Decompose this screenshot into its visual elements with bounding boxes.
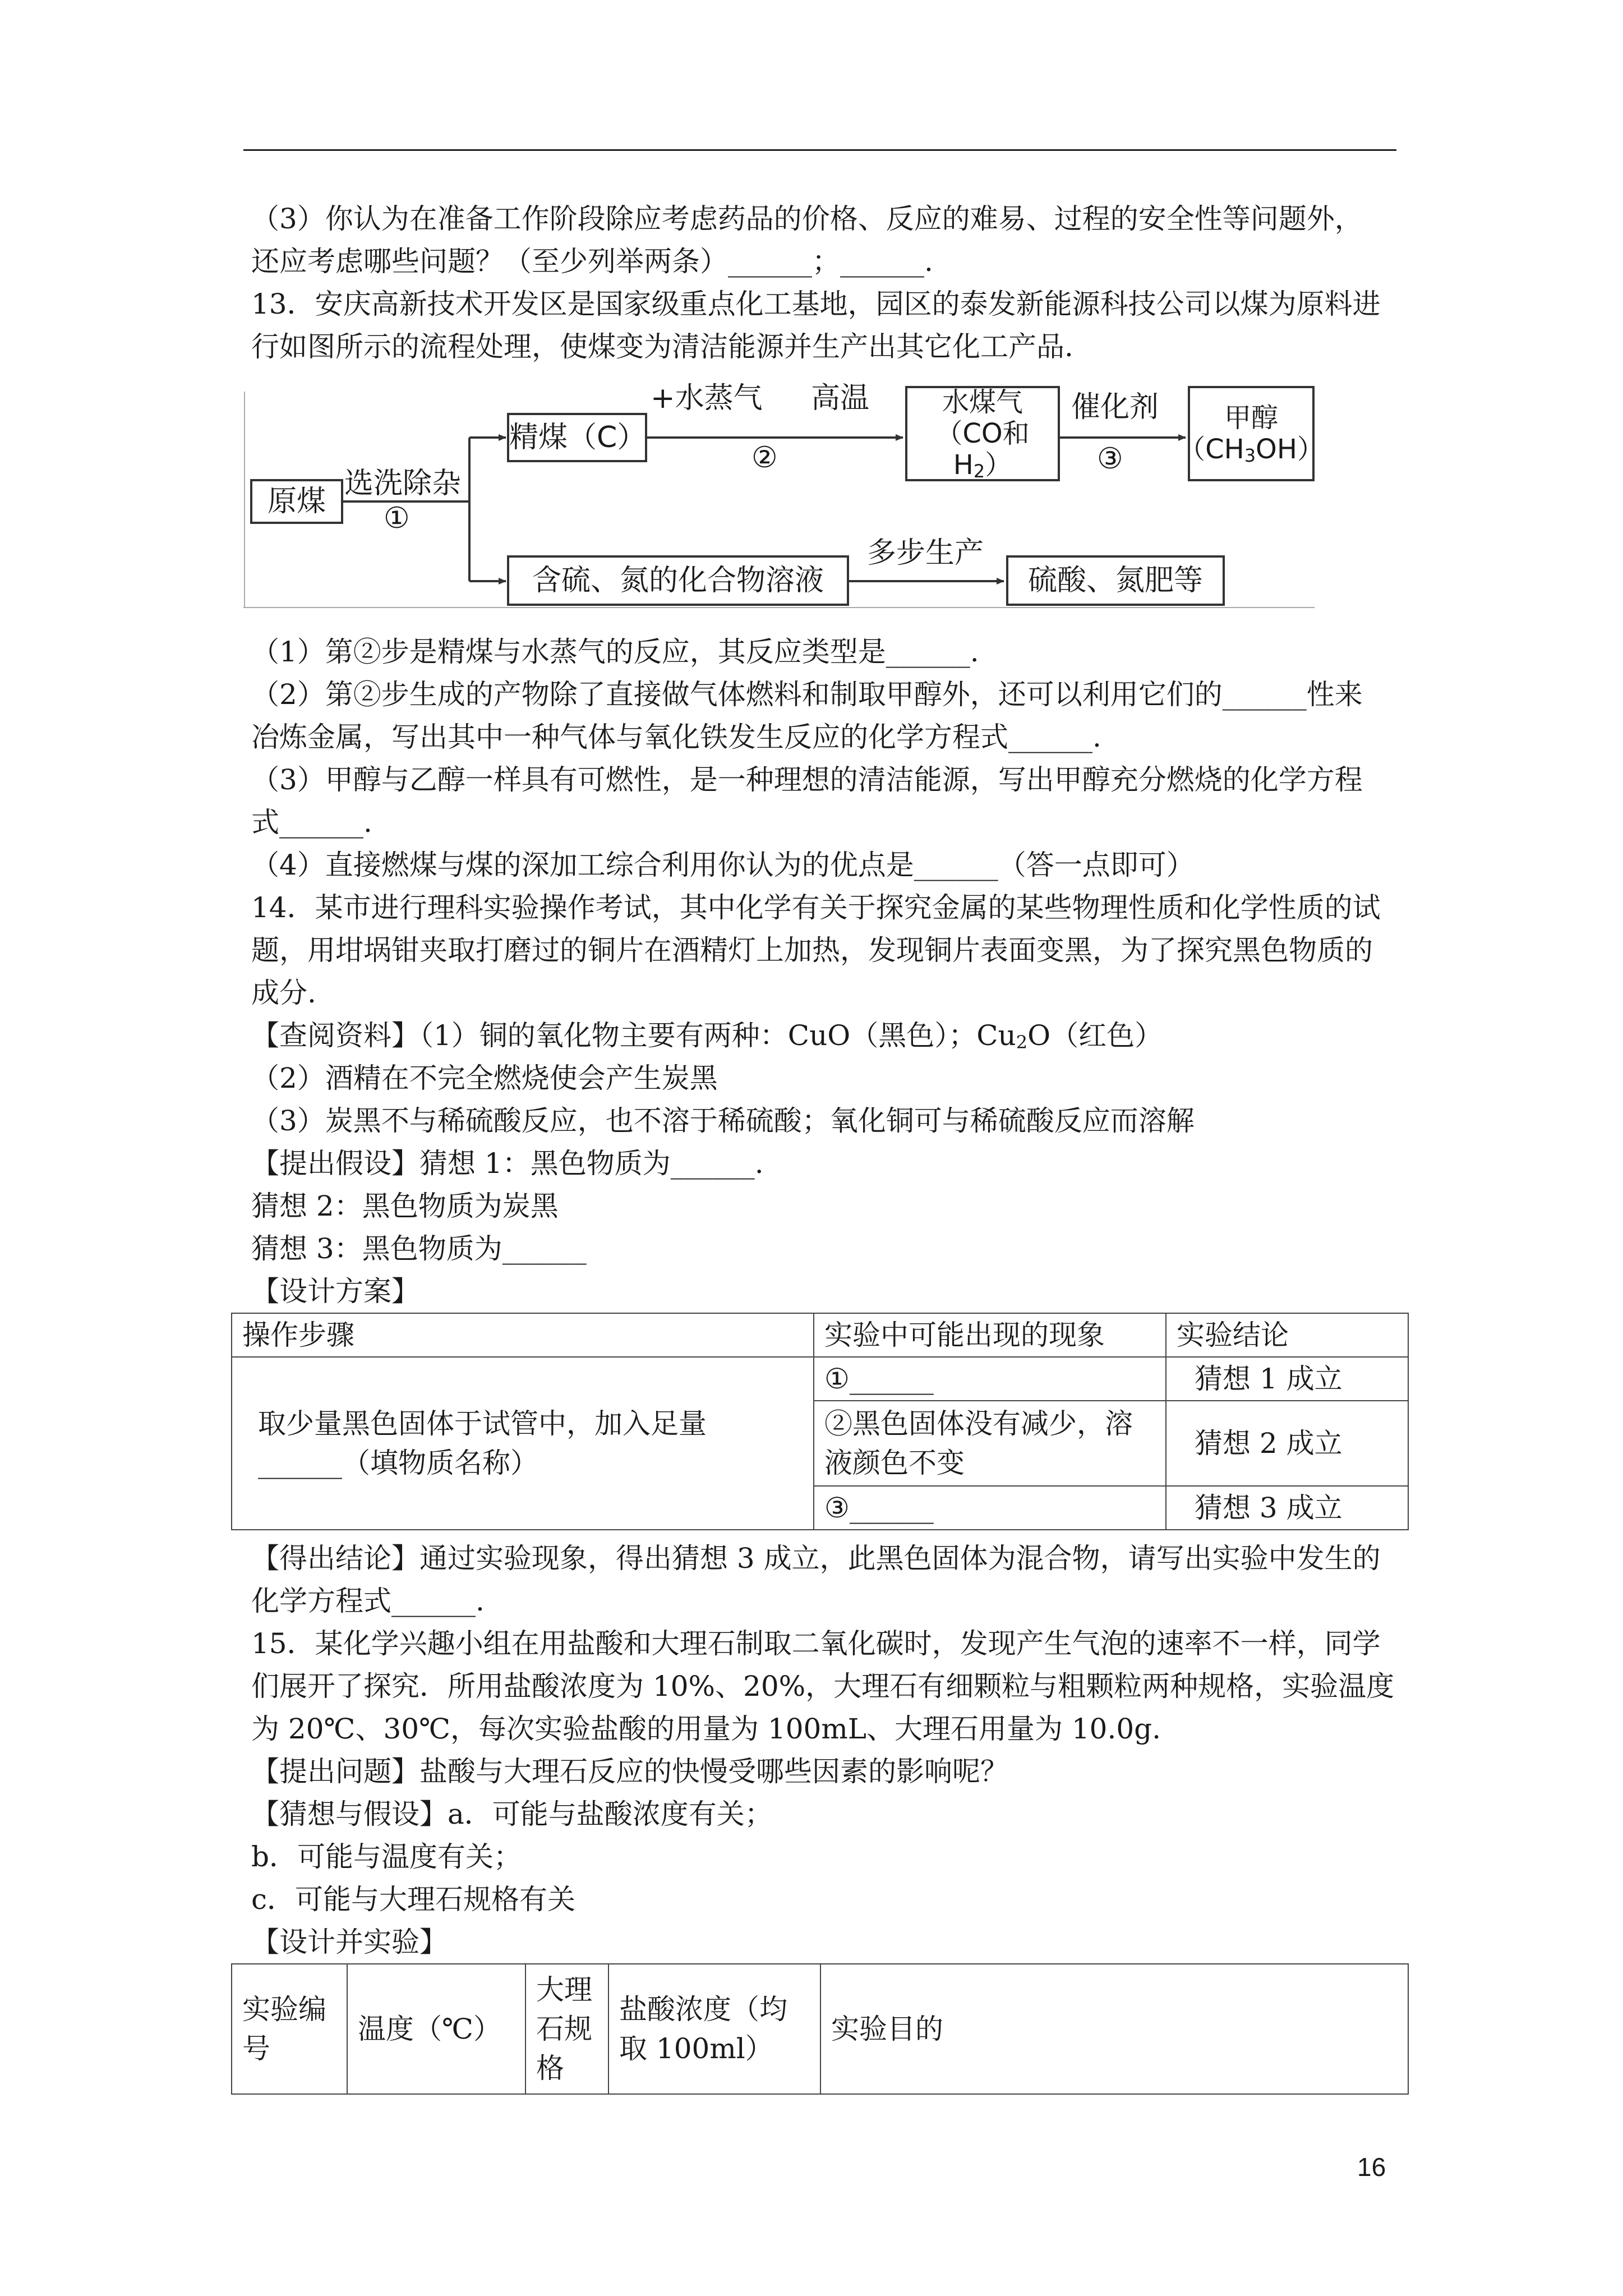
step1-label: 选洗除杂	[344, 467, 462, 500]
phenomenon-2: ②黑色固体没有减少，溶 液颜色不变	[814, 1401, 1166, 1486]
q14-stem-line3: 成分.	[251, 977, 316, 1009]
header-temperature: 温度（℃）	[347, 1964, 525, 2094]
page-number: 16	[1357, 2152, 1386, 2182]
fine-coal-box: 精煤（C）	[507, 413, 647, 462]
q15-question: 【提出问题】盐酸与大理石反应的快慢受哪些因素的影响呢？	[251, 1755, 1008, 1788]
products-box: 硫酸、氮肥等	[1006, 555, 1225, 606]
step1-number: ①	[384, 501, 410, 535]
q15-stem-line3: 为 20℃、30℃，每次实验盐酸的用量为 100mL、大理石用量为 10.0g.	[251, 1713, 1161, 1745]
water-gas-title: 水煤气	[942, 386, 1023, 418]
phenomenon-3: ③______	[814, 1486, 1166, 1530]
q14-hypothesis-3: 猜想 3：黑色物质为______	[251, 1232, 587, 1265]
q14-info-1: 【查阅资料】（1）铜的氧化物主要有两种：CuO（黑色）；$Cu_2O$（红色）	[251, 1019, 1163, 1053]
table-header-row	[232, 1964, 1408, 2094]
header-operation: 操作步骤	[232, 1313, 814, 1357]
q12-3-line2: 还应考虑哪些问题？（至少列举两条）______；______.	[251, 245, 933, 278]
q13-stem-line2: 行如图所示的流程处理，使煤变为清洁能源并生产出其它化工产品.	[251, 330, 1073, 363]
multi-step-label: 多步生产	[867, 536, 984, 570]
conclusion-1: 猜想 1 成立	[1166, 1357, 1408, 1401]
sulfur-nitrogen-solution-box: 含硫、氮的化合物溶液	[507, 555, 849, 606]
q14-hypothesis-1: 【提出假设】猜想 1：黑色物质为______.	[251, 1147, 764, 1180]
header-hcl-concentration: 盐酸浓度（均 取 100ml）	[608, 1964, 820, 2094]
q14-conclusion-line2: 化学方程式______.	[251, 1585, 485, 1617]
conclusion-2: 猜想 2 成立	[1166, 1401, 1408, 1486]
q14-stem-line2: 题，用坩埚钳夹取打磨过的铜片在酒精灯上加热，发现铜片表面变黑，为了探究黑色物质的	[251, 934, 1373, 967]
coal-process-flow-diagram	[243, 375, 1324, 610]
raw-coal-box: 原煤	[250, 479, 343, 524]
table-header-row	[232, 1313, 1408, 1357]
operation-cell: 取少量黑色固体于试管中，加入足量 ______（填物质名称）	[232, 1357, 814, 1530]
q13-part3-line1: （3）甲醇与乙醇一样具有可燃性，是一种理想的清洁能源，写出甲醇充分燃烧的化学方程	[251, 763, 1363, 796]
step2-label-high-temp: 高温	[811, 381, 870, 415]
header-purpose: 实验目的	[820, 1964, 1408, 2094]
q15-experiment-table	[231, 1963, 1409, 2095]
step2-label-steam: +水蒸气	[651, 381, 763, 415]
header-phenomenon: 实验中可能出现的现象	[814, 1313, 1166, 1357]
step3-number: ③	[1097, 442, 1123, 476]
q13-part1: （1）第②步是精煤与水蒸气的反应，其反应类型是______.	[251, 636, 979, 668]
q14-design-table	[231, 1313, 1409, 1530]
methanol-formula: $(CH_3OH)$	[1178, 434, 1324, 466]
water-gas-box	[905, 386, 1060, 481]
q14-design-heading: 【设计方案】	[251, 1275, 419, 1308]
step3-label-catalyst: 催化剂	[1071, 390, 1159, 424]
q14-info-2: （2）酒精在不完全燃烧使会产生炭黑	[251, 1062, 718, 1094]
q14-hypothesis-2: 猜想 2：黑色物质为炭黑	[251, 1190, 559, 1222]
conclusion-3: 猜想 3 成立	[1166, 1486, 1408, 1530]
table-row	[232, 1357, 1408, 1401]
q14-info-3: （3）炭黑不与稀硫酸反应，也不溶于稀硫酸；氧化铜可与稀硫酸反应而溶解	[251, 1105, 1195, 1137]
header-rule	[243, 149, 1396, 151]
q13-stem-line1: 13．安庆高新技术开发区是国家级重点化工基地，园区的泰发新能源科技公司以煤为原料进	[251, 288, 1381, 320]
q15-stem-line1: 15．某化学兴趣小组在用盐酸和大理石制取二氧化碳时，发现产生气泡的速率不一样，同学	[251, 1627, 1381, 1660]
q15-guess-a: 【猜想与假设】a．可能与盐酸浓度有关；	[251, 1798, 773, 1830]
header-marble-size: 大理 石规 格	[525, 1964, 608, 2094]
q15-guess-b: b．可能与温度有关；	[251, 1841, 522, 1873]
q13-part4: （4）直接燃煤与煤的深加工综合利用你认为的优点是______（答一点即可）	[251, 849, 1195, 881]
step2-number: ②	[751, 441, 778, 475]
q15-guess-c: c．可能与大理石规格有关	[251, 1883, 576, 1916]
q15-design-heading: 【设计并实验】	[251, 1926, 448, 1958]
q13-part3-line2: 式______.	[251, 806, 372, 839]
water-gas-formula: （CO和$H_2$）	[935, 418, 1030, 482]
q13-part2-line1: （2）第②步生成的产物除了直接做气体燃料和制取甲醇外，还可以利用它们的______性来	[251, 678, 1363, 711]
q12-3-line1: （3）你认为在准备工作阶段除应考虑药品的价格、反应的难易、过程的安全性等问题外，	[251, 203, 1363, 235]
methanol-box	[1178, 386, 1324, 481]
header-conclusion: 实验结论	[1166, 1313, 1408, 1357]
q15-stem-line2: 们展开了探究．所用盐酸浓度为 10%、20%，大理石有细颗粒与粗颗粒两种规格，实验温度	[251, 1670, 1395, 1703]
phenomenon-1: ①______	[814, 1357, 1166, 1401]
q13-part2-line2: 冶炼金属，写出其中一种气体与氧化铁发生反应的化学方程式______.	[251, 721, 1101, 753]
q14-stem-line1: 14．某市进行理科实验操作考试，其中化学有关于探究金属的某些物理性质和化学性质的试	[251, 891, 1381, 924]
header-experiment-number: 实验编 号	[232, 1964, 347, 2094]
methanol-title: 甲醇	[1224, 402, 1278, 434]
q14-conclusion-line1: 【得出结论】通过实验现象，得出猜想 3 成立，此黑色固体为混合物，请写出实验中发生的	[251, 1542, 1381, 1575]
